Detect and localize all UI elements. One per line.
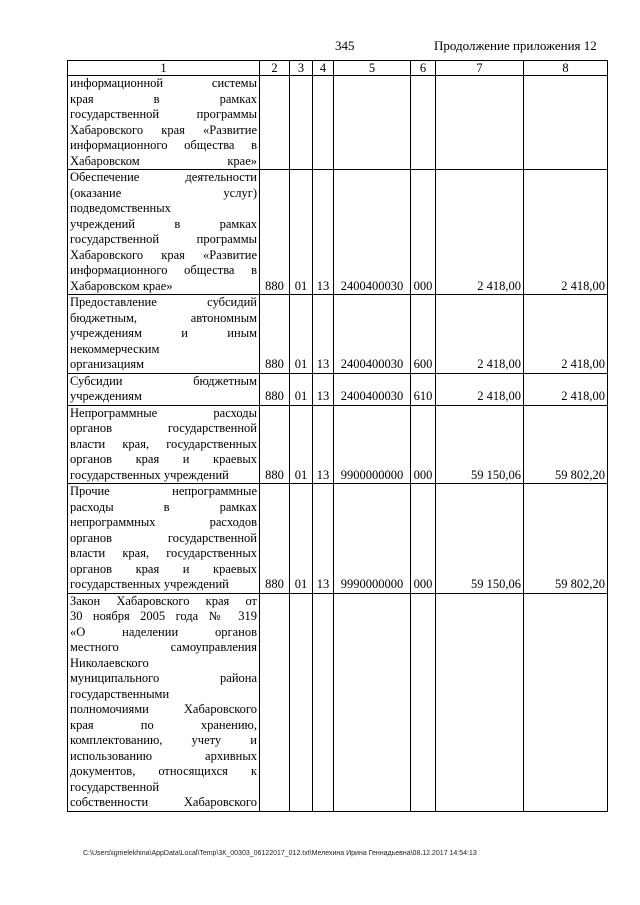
subsection-code: 13 <box>313 295 334 374</box>
amount-year-2: 2 418,00 <box>524 170 608 295</box>
description-line: власти края, государственных <box>70 546 257 560</box>
description-line: учреждениям и иным <box>70 326 257 340</box>
amount-year-1: 2 418,00 <box>436 373 524 405</box>
column-header: 3 <box>290 61 313 76</box>
description-line: муниципального района <box>70 671 257 685</box>
amount-year-1 <box>436 76 524 170</box>
column-header: 2 <box>260 61 290 76</box>
description-line: органов государственной <box>70 421 257 435</box>
department-code <box>260 593 290 811</box>
expense-type-code <box>411 76 436 170</box>
amount-year-1: 2 418,00 <box>436 170 524 295</box>
description-line: Хабаровского края «Развитие <box>70 122 257 137</box>
row-description <box>68 484 260 594</box>
description-line: собственности Хабаровского <box>70 795 257 809</box>
description-line: края в рамках <box>70 91 257 106</box>
target-article-code <box>334 593 411 811</box>
expense-type-code: 000 <box>411 484 436 594</box>
footer-file-path: C:\Users\igmelekhina\AppData\Local\Temp\3К_00303_06122017_012.txt\Мелехина Ирина Геннадьевна\08.12.2017 14:54:13 <box>83 850 477 857</box>
department-code: 880 <box>260 295 290 374</box>
description-line: Предоставление субсидий <box>70 295 257 309</box>
target-article-code <box>334 76 411 170</box>
row-description <box>68 373 260 405</box>
table-row <box>68 295 608 374</box>
description-line: информационного общества в <box>70 138 257 152</box>
target-article-code: 2400400030 <box>334 373 411 405</box>
expense-type-code: 610 <box>411 373 436 405</box>
subsection-code: 13 <box>313 405 334 484</box>
description-line: непрограммных расходов <box>70 515 257 529</box>
section-code: 01 <box>290 405 313 484</box>
section-code <box>290 76 313 170</box>
description-line: учреждений в рамках <box>70 216 257 231</box>
section-code: 01 <box>290 484 313 594</box>
column-header: 5 <box>334 61 411 76</box>
description-line: Николаевского <box>70 655 149 670</box>
description-line: (оказание услуг) <box>70 185 257 200</box>
description-line: Хабаровском крае» <box>70 153 257 168</box>
table-row <box>68 373 608 405</box>
section-code: 01 <box>290 170 313 295</box>
target-article-code: 2400400030 <box>334 170 411 295</box>
description-line: расходы в рамках <box>70 499 257 514</box>
description-line: местного самоуправления <box>70 640 257 654</box>
row-description <box>68 170 260 295</box>
description-line: подведомственных <box>70 201 171 215</box>
department-code: 880 <box>260 484 290 594</box>
description-line: полномочиями Хабаровского <box>70 702 257 716</box>
department-code <box>260 76 290 170</box>
row-description <box>68 405 260 484</box>
subsection-code: 13 <box>313 373 334 405</box>
department-code: 880 <box>260 373 290 405</box>
description-line: Закон Хабаровского края от <box>70 593 257 608</box>
description-line: использованию архивных <box>70 748 257 763</box>
amount-year-2 <box>524 593 608 811</box>
amount-year-2: 59 802,20 <box>524 405 608 484</box>
amount-year-1: 59 150,06 <box>436 484 524 594</box>
description-line: Субсидии бюджетным <box>70 373 257 388</box>
description-line: организациям <box>70 357 145 371</box>
description-line: государственной <box>70 779 160 794</box>
description-line: некоммерческим <box>70 341 160 356</box>
description-line: Прочие непрограммные <box>70 484 257 498</box>
table-row <box>68 76 608 170</box>
column-header: 8 <box>524 61 608 76</box>
department-code: 880 <box>260 405 290 484</box>
section-code <box>290 593 313 811</box>
description-line: 30 ноября 2005 года № 319 <box>70 609 257 623</box>
row-description <box>68 295 260 374</box>
description-line: государственных учреждений <box>70 577 229 591</box>
description-line: информационной системы <box>70 76 257 90</box>
description-line: комплектованию, учету и <box>70 733 257 747</box>
table-row <box>68 405 608 484</box>
description-line: органов края и краевых <box>70 561 257 576</box>
column-header: 1 <box>68 61 260 76</box>
description-line: государственной программы <box>70 107 257 121</box>
amount-year-2: 59 802,20 <box>524 484 608 594</box>
row-description <box>68 76 260 170</box>
amount-year-2: 2 418,00 <box>524 295 608 374</box>
target-article-code: 9900000000 <box>334 405 411 484</box>
column-header: 6 <box>411 61 436 76</box>
amount-year-1 <box>436 593 524 811</box>
description-line: власти края, государственных <box>70 436 257 451</box>
description-line: документов, относящихся к <box>70 764 257 778</box>
description-line: государственных учреждений <box>70 467 229 482</box>
amount-year-2: 2 418,00 <box>524 373 608 405</box>
row-description <box>68 593 260 811</box>
expense-type-code: 000 <box>411 405 436 484</box>
description-line: государственными <box>70 686 170 701</box>
table-header-row <box>68 61 608 76</box>
description-line: учреждениям <box>70 389 142 403</box>
description-line: органов государственной <box>70 530 257 545</box>
description-line: Непрограммные расходы <box>70 405 257 420</box>
description-line: Хабаровском крае» <box>70 278 173 293</box>
target-article-code: 2400400030 <box>334 295 411 374</box>
table-row <box>68 593 608 811</box>
subsection-code: 13 <box>313 484 334 594</box>
expense-type-code <box>411 593 436 811</box>
expense-type-code: 000 <box>411 170 436 295</box>
description-line: информационного общества в <box>70 263 257 277</box>
subsection-code <box>313 593 334 811</box>
description-line: Хабаровского края «Развитие <box>70 247 257 262</box>
target-article-code: 9990000000 <box>334 484 411 594</box>
description-line: органов края и краевых <box>70 452 257 466</box>
expense-type-code: 600 <box>411 295 436 374</box>
description-line: «О наделении органов <box>70 624 257 639</box>
subsection-code <box>313 76 334 170</box>
description-line: Обеспечение деятельности <box>70 170 257 184</box>
section-code: 01 <box>290 295 313 374</box>
subsection-code: 13 <box>313 170 334 295</box>
continuation-label: Продолжение приложения 12 <box>434 38 597 53</box>
table-row <box>68 484 608 594</box>
budget-table <box>67 60 608 812</box>
column-header: 7 <box>436 61 524 76</box>
department-code: 880 <box>260 170 290 295</box>
table-body <box>68 76 608 812</box>
column-header: 4 <box>313 61 334 76</box>
description-line: бюджетным, автономным <box>70 310 257 325</box>
amount-year-1: 2 418,00 <box>436 295 524 374</box>
description-line: края по хранению, <box>70 717 257 732</box>
page-number: 345 <box>335 38 355 53</box>
section-code: 01 <box>290 373 313 405</box>
description-line: государственной программы <box>70 232 257 246</box>
amount-year-1: 59 150,06 <box>436 405 524 484</box>
table-row <box>68 170 608 295</box>
amount-year-2 <box>524 76 608 170</box>
